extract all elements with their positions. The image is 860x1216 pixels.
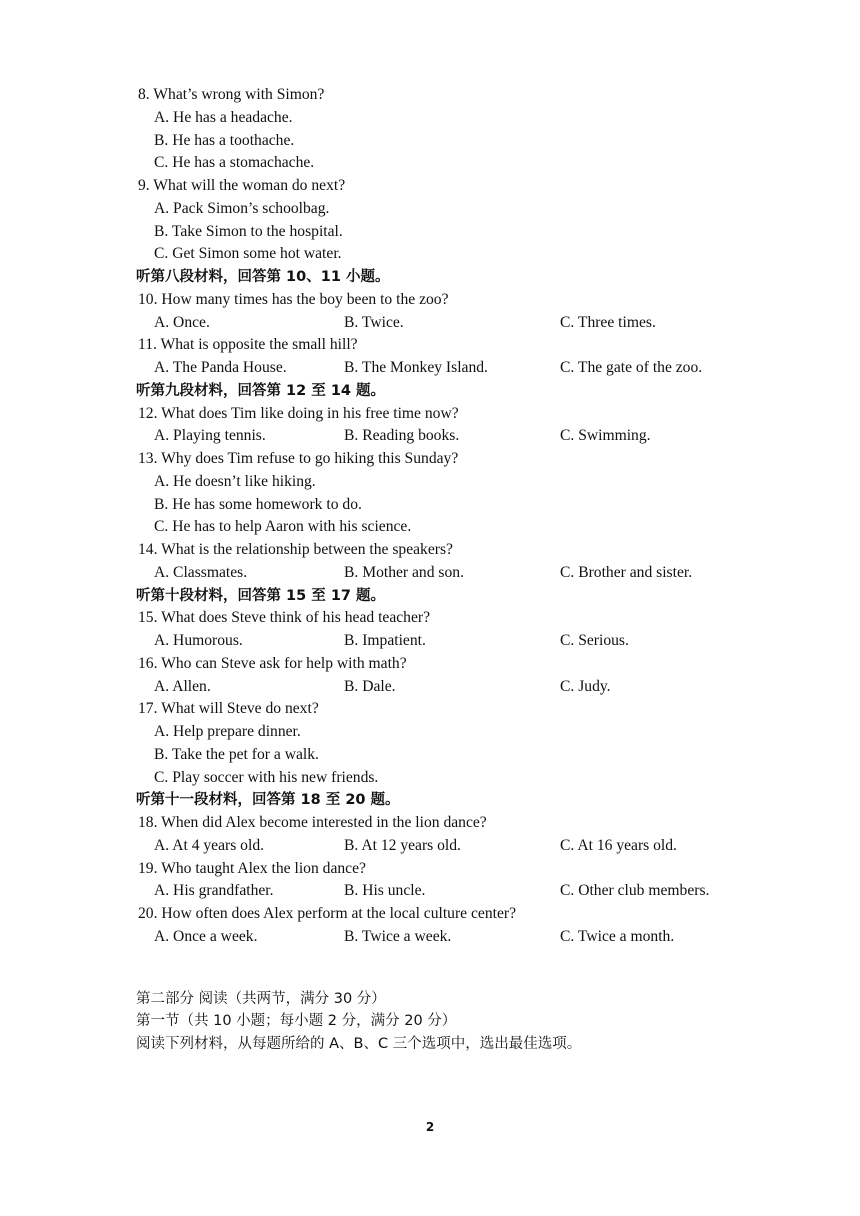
option-c: C. The gate of the zoo. [560, 359, 703, 376]
option-b: B. His uncle. [344, 882, 426, 900]
question: 8. What’s wrong with Simon? [138, 86, 325, 103]
option-a: A. At 4 years old. [154, 836, 265, 854]
part-heading: 第一节（共 10 小题；每小题 2 分，满分 20 分） [136, 1013, 457, 1030]
section-instruction: 听第十一段材料，回答第 18 至 20 题。 [136, 792, 400, 809]
option: C. Play soccer with his new friends. [154, 768, 379, 786]
option-c: C. At 16 years old. [560, 836, 677, 854]
options-row [0, 676, 860, 699]
option-b: B. Twice. [344, 313, 404, 331]
option-a: A. Classmates. [154, 563, 248, 581]
option: C. He has to help Aaron with his science. [154, 518, 412, 536]
options-row [0, 357, 860, 380]
option: A. He doesn’t like hiking. [154, 472, 316, 490]
part-heading: 第二部分 阅读（共两节，满分 30 分） [136, 990, 386, 1007]
question: 9. What will the woman do next? [138, 177, 346, 194]
option: B. Take Simon to the hospital. [154, 222, 343, 240]
option-a: A. Once a week. [154, 927, 258, 945]
question: 17. What will Steve do next? [138, 700, 319, 718]
option: C. Get Simon some hot water. [154, 245, 342, 263]
question: 15. What does Steve think of his head teacher? [138, 609, 431, 627]
options-row [0, 425, 860, 448]
part-heading: 阅读下列材料，从每题所给的 A、B、C 三个选项中，选出最佳选项。 [136, 1036, 582, 1052]
option-c: C. Serious. [560, 632, 629, 649]
option: B. Take the pet for a walk. [154, 745, 319, 763]
options-row [0, 312, 860, 335]
question: 10. How many times has the boy been to the zoo? [138, 290, 449, 308]
question: 19. Who taught Alex the lion dance? [138, 859, 366, 877]
option: C. He has a stomachache. [154, 154, 315, 172]
question: 14. What is the relationship between the speakers? [138, 541, 453, 558]
option-a: A. The Panda House. [154, 359, 287, 376]
option-b: B. Twice a week. [344, 927, 452, 945]
option: A. Help prepare dinner. [154, 723, 301, 740]
option: B. He has a toothache. [154, 131, 295, 149]
option-b: B. Dale. [344, 677, 396, 695]
section-instruction: 听第八段材料，回答第 10、11 小题。 [136, 269, 390, 285]
exam-page-content [0, 84, 860, 1056]
option: A. Pack Simon’s schoolbag. [154, 199, 330, 217]
option-a: A. Playing tennis. [154, 427, 266, 445]
option-b: B. Reading books. [344, 427, 460, 445]
option-c: C. Judy. [560, 677, 611, 695]
option-b: B. Impatient. [344, 632, 426, 649]
options-row [0, 835, 860, 858]
options-row [0, 880, 860, 903]
option-c: C. Brother and sister. [560, 563, 693, 581]
spacer [0, 949, 860, 988]
question: 16. Who can Steve ask for help with math? [138, 654, 407, 672]
question: 20. How often does Alex perform at the local culture center? [138, 905, 517, 922]
option-c: C. Three times. [560, 313, 656, 331]
options-row [0, 630, 860, 653]
option-c: C. Other club members. [560, 882, 710, 900]
section-instruction: 听第九段材料，回答第 12 至 14 题。 [136, 382, 386, 399]
options-row [0, 562, 860, 585]
option-c: C. Twice a month. [560, 927, 675, 945]
options-row [0, 926, 860, 949]
question: 13. Why does Tim refuse to go hiking this Sunday? [138, 450, 459, 467]
option-a: A. Once. [154, 313, 210, 331]
option-a: A. His grandfather. [154, 882, 274, 900]
option: A. He has a headache. [154, 108, 293, 126]
option-a: A. Humorous. [154, 632, 243, 649]
question: 12. What does Tim like doing in his free time now? [138, 404, 459, 422]
page-number: 2 [425, 1120, 435, 1134]
option-c: C. Swimming. [560, 427, 651, 445]
option-a: A. Allen. [154, 677, 211, 695]
option-b: B. At 12 years old. [344, 836, 461, 854]
question: 18. When did Alex become interested in the lion dance? [138, 814, 487, 831]
option-b: B. The Monkey Island. [344, 359, 488, 376]
section-instruction: 听第十段材料，回答第 15 至 17 题。 [136, 587, 386, 604]
question: 11. What is opposite the small hill? [138, 336, 358, 354]
option-b: B. Mother and son. [344, 563, 464, 581]
option: B. He has some homework to do. [154, 495, 362, 513]
